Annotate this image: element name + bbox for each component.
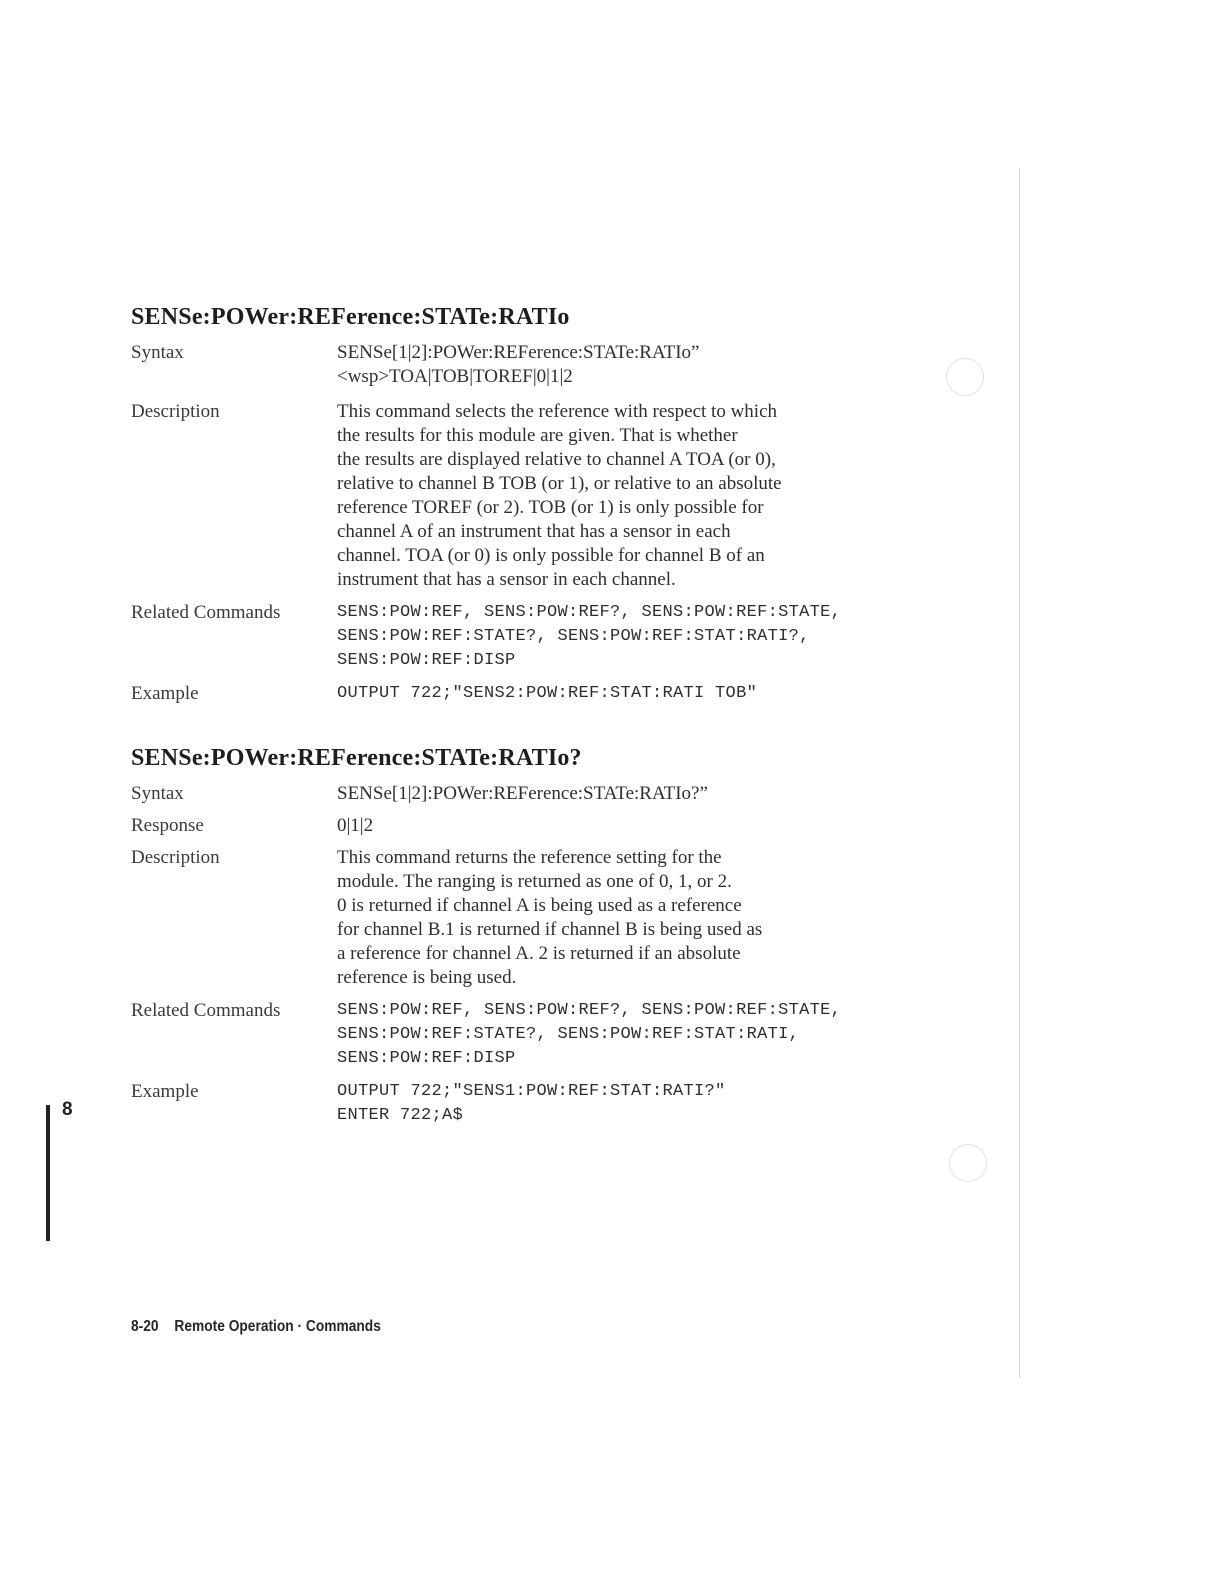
example-code (337, 1080, 891, 1128)
syntax-line: <wsp>TOA|TOB|TOREF|0|1|2 (337, 366, 573, 387)
description-row (131, 400, 891, 592)
example-row (131, 1080, 891, 1128)
description-label: Description (131, 401, 220, 422)
example-line: OUTPUT 722;"SENS2:POW:REF:STAT:RATI TOB" (337, 684, 758, 703)
example-line: ENTER 722;A$ (337, 1106, 464, 1125)
response-label: Response (131, 815, 204, 836)
example-label: Example (131, 1081, 199, 1102)
related-commands-line: SENS:POW:REF, SENS:POW:REF?, SENS:POW:REF:STATE, (337, 1001, 842, 1020)
section-title: SENSe:POWer:REFerence:STATe:RATIo? (131, 745, 582, 771)
related-commands-line: SENS:POW:REF:STATE?, SENS:POW:REF:STAT:RATI?, (337, 627, 810, 646)
description-text (337, 846, 891, 990)
related-commands-row (131, 601, 891, 673)
related-commands-label: Related Commands (131, 602, 281, 623)
chapter-marker-bar (46, 1105, 50, 1241)
description-line: for channel B.1 is returned if channel B is being used as (337, 919, 763, 940)
description-line: the results for this module are given. That is whether (337, 425, 738, 446)
punch-hole-mark (949, 1144, 987, 1182)
chapter-tab: 8 (62, 1099, 73, 1120)
example-line: OUTPUT 722;"SENS1:POW:REF:STAT:RATI?" (337, 1082, 726, 1101)
description-row (131, 846, 891, 990)
related-commands-line: SENS:POW:REF:STATE?, SENS:POW:REF:STAT:RATI, (337, 1025, 800, 1044)
description-text (337, 400, 891, 592)
section-title: SENSe:POWer:REFerence:STATe:RATIo (131, 304, 570, 330)
syntax-value (337, 341, 891, 389)
related-commands-line: SENS:POW:REF, SENS:POW:REF?, SENS:POW:REF:STATE, (337, 603, 842, 622)
description-line: module. The ranging is returned as one of 0, 1, or 2. (337, 871, 732, 892)
syntax-line: SENSe[1|2]:POWer:REFerence:STATe:RATIo” (337, 342, 700, 363)
example-row (131, 682, 891, 706)
command-section-ratio-query (131, 745, 891, 1136)
description-line: channel A of an instrument that has a sensor in each (337, 521, 731, 542)
response-row (131, 814, 891, 838)
syntax-row (131, 782, 891, 806)
syntax-line: SENSe[1|2]:POWer:REFerence:STATe:RATIo?” (337, 783, 708, 804)
punch-hole-mark (946, 358, 984, 396)
syntax-label: Syntax (131, 342, 184, 363)
syntax-value (337, 782, 891, 806)
description-line: the results are displayed relative to channel A TOA (or 0), (337, 449, 776, 470)
related-commands-line: SENS:POW:REF:DISP (337, 1049, 516, 1068)
example-label: Example (131, 683, 199, 704)
example-code (337, 682, 891, 706)
related-commands-label: Related Commands (131, 1000, 281, 1021)
related-commands-line: SENS:POW:REF:DISP (337, 651, 516, 670)
syntax-label: Syntax (131, 783, 184, 804)
description-line: This command returns the reference setting for the (337, 847, 722, 868)
page-footer (131, 1318, 381, 1336)
page-number: 8-20 (131, 1318, 159, 1335)
response-line: 0|1|2 (337, 815, 374, 836)
syntax-row (131, 341, 891, 389)
description-line: reference TOREF (or 2). TOB (or 1) is only possible for (337, 497, 764, 518)
description-line: channel. TOA (or 0) is only possible for channel B of an (337, 545, 765, 566)
related-commands-row (131, 999, 891, 1071)
description-line: reference is being used. (337, 967, 517, 988)
footer-section-title: Remote Operation · Commands (174, 1318, 381, 1335)
command-section-ratio (131, 304, 891, 714)
page-edge-line (1019, 168, 1020, 1378)
response-value (337, 814, 891, 838)
description-line: relative to channel B TOB (or 1), or relative to an absolute (337, 473, 782, 494)
related-commands-list (337, 999, 891, 1071)
description-line: instrument that has a sensor in each channel. (337, 569, 676, 590)
related-commands-list (337, 601, 891, 673)
description-line: This command selects the reference with respect to which (337, 401, 777, 422)
description-line: a reference for channel A. 2 is returned if an absolute (337, 943, 741, 964)
description-label: Description (131, 847, 220, 868)
description-line: 0 is returned if channel A is being used as a reference (337, 895, 742, 916)
